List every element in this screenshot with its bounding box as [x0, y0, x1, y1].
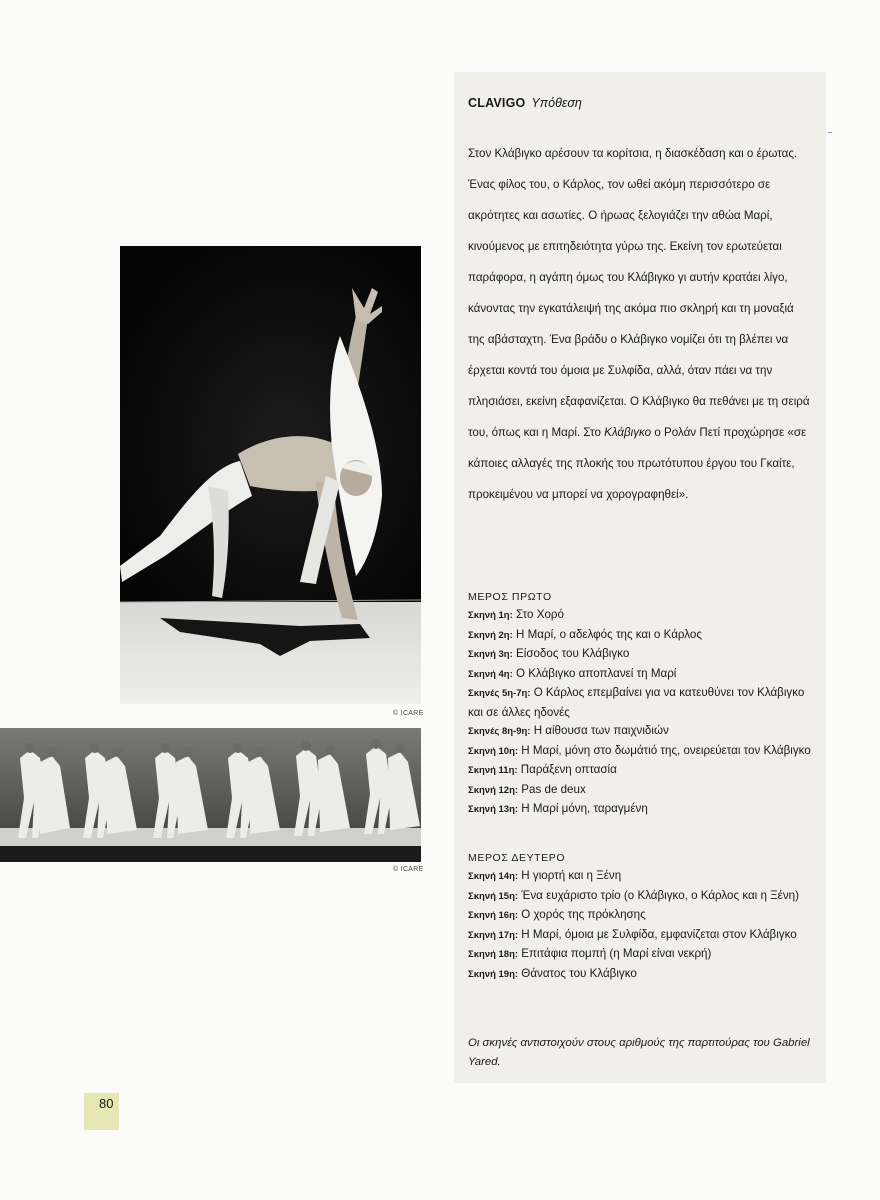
scene-number: Σκηνές 8η-9η: — [468, 726, 531, 737]
part-two-heading: ΜΕΡΟΣ ΔΕΥΤΕΡΟ — [468, 852, 566, 864]
dancer-solo-photo — [120, 246, 421, 704]
scene-number: Σκηνές 5η-7η: — [468, 688, 531, 699]
scene-title: Η Μαρί μόνη, ταραγμένη — [521, 802, 648, 815]
scene-item — [468, 722, 814, 742]
scene-item — [468, 800, 814, 820]
scene-number: Σκηνή 16η: — [468, 910, 519, 921]
synopsis-text — [468, 138, 812, 510]
scene-title: Η γιορτή και η Ξένη — [521, 869, 622, 882]
dancer-solo-image — [120, 246, 421, 704]
ensemble-image — [0, 728, 421, 862]
scene-item — [468, 887, 814, 907]
scene-item — [468, 867, 814, 887]
synopsis-body: Στον Κλάβιγκο αρέσουν τα κορίτσια, η διασκέδαση και ο έρωτας. Ένας φίλος του, ο Κάρλος, τον ωθεί ακόμη περισσότερο σε ακρότητες και ασωτίες. Ο ήρωας ξελογιάζει την αθώα Μαρί, κινούμενος με επιτηδειότητα γύρω της. Εκείνη τον ερωτεύεται παράφορα, η αγάπη όμως του Κλάβιγκο γι αυτήν κρατάει λίγο, κάνοντας την εγκατάλειψή της ακόμα πιο σκληρή και τη μοναξιά της αβάσταχτη. Ένα βράδυ ο Κλάβιγκο νομίζει ότι τη βλέπει να έρχεται κοντά του όμοια με Συλφίδα, αλλά, όταν πάει να την πλησιάσει, εκείνη εξαφανίζεται. Ο Κλάβιγκο θα πεθάνει με τη σειρά του, όπως και η Μαρί. Στο — [468, 147, 810, 439]
scene-title: Θάνατος του Κλάβιγκο — [521, 966, 637, 980]
score-note: Οι σκηνές αντιστοιχούν στους αριθμούς της παρτιτούρας του Gabriel Yared. — [468, 1037, 810, 1068]
scene-number: Σκηνή 15η: — [468, 890, 519, 902]
scene-title: Ένα ευχάριστο τρίο (ο Κλάβιγκο, ο Κάρλος και η Ξένη) — [521, 888, 799, 902]
part-two-scene-list — [468, 867, 814, 984]
ballet-title: CLAVIGO — [468, 96, 526, 110]
scene-title: Ο Κλάβιγκο αποπλανεί τη Μαρί — [516, 666, 677, 680]
scene-item — [468, 965, 814, 985]
scene-item — [468, 665, 814, 685]
scene-title: Η Μαρί, μόνη στο δωμάτιό της, ονειρεύεται τον Κλάβιγκο — [521, 743, 811, 757]
scene-item — [468, 626, 814, 646]
scene-number: Σκηνή 14η: — [468, 871, 519, 882]
scene-title: Η Μαρί, όμοια με Συλφίδα, εμφανίζεται στον Κλάβιγκο — [521, 927, 797, 941]
scene-item — [468, 742, 814, 762]
scene-item — [468, 684, 814, 722]
scene-title: Ο Κάρλος επεμβαίνει για να κατευθύνει τον Κλάβιγκο και σε άλλες ηδονές — [468, 686, 805, 719]
scene-number: Σκηνή 3η: — [468, 649, 513, 660]
part-one-heading: ΜΕΡΟΣ ΠΡΩΤΟ — [468, 591, 552, 603]
scene-number: Σκηνή 17η: — [468, 929, 519, 941]
photo-credit: © ICARE — [393, 866, 424, 873]
scene-item — [468, 645, 814, 665]
scene-number: Σκηνή 12η: — [468, 784, 519, 796]
synopsis-paragraph — [468, 138, 812, 510]
synopsis-ending: ο Ρολάν Πετί προχώρησε «σε κάποιες αλλαγές της πλοκής του πρωτότυπου έργου του Γκαίτε, προκειμένου να μπορεί να χορογραφηθεί». — [468, 426, 807, 501]
scene-title: Pas de deux — [521, 782, 586, 796]
photo-credit: © ICARE — [393, 710, 424, 717]
scene-item — [468, 761, 814, 781]
scene-number: Σκηνή 18η: — [468, 949, 519, 960]
scene-title: Παράξενη οπτασία — [520, 763, 617, 776]
synopsis-panel — [454, 72, 826, 1083]
part-one-scene-list — [468, 606, 814, 820]
scene-item — [468, 606, 814, 626]
scene-title: Η Μαρί, ο αδελφός της και ο Κάρλος — [516, 627, 702, 641]
scene-number: Σκηνή 1η: — [468, 610, 513, 621]
page-number: 80 — [84, 1093, 119, 1130]
scene-number: Σκηνή 4η: — [468, 668, 513, 680]
scene-item — [468, 945, 814, 965]
scene-number: Σκηνή 19η: — [468, 968, 519, 980]
scene-title: Η αίθουσα των παιχνιδιών — [533, 724, 669, 737]
scene-item — [468, 906, 814, 926]
title-line — [468, 96, 582, 110]
scene-title: Ο χορός της πρόκλησης — [521, 908, 646, 921]
scene-item — [468, 781, 814, 801]
scene-title: Στο Χορό — [516, 608, 564, 621]
scene-number: Σκηνή 2η: — [468, 629, 513, 641]
ensemble-photo — [0, 728, 421, 862]
scene-number: Σκηνή 10η: — [468, 745, 519, 757]
scene-title: Είσοδος του Κλάβιγκο — [516, 647, 630, 660]
section-subtitle: Υπόθεση — [531, 96, 582, 110]
scene-item — [468, 926, 814, 946]
margin-mark — [828, 132, 832, 133]
scene-number: Σκηνή 11η: — [468, 765, 518, 776]
synopsis-italic-title: Κλάβιγκο — [604, 426, 652, 439]
scene-title: Επιτάφια πομπή (η Μαρί είναι νεκρή) — [521, 947, 712, 960]
scene-number: Σκηνή 13η: — [468, 804, 519, 815]
